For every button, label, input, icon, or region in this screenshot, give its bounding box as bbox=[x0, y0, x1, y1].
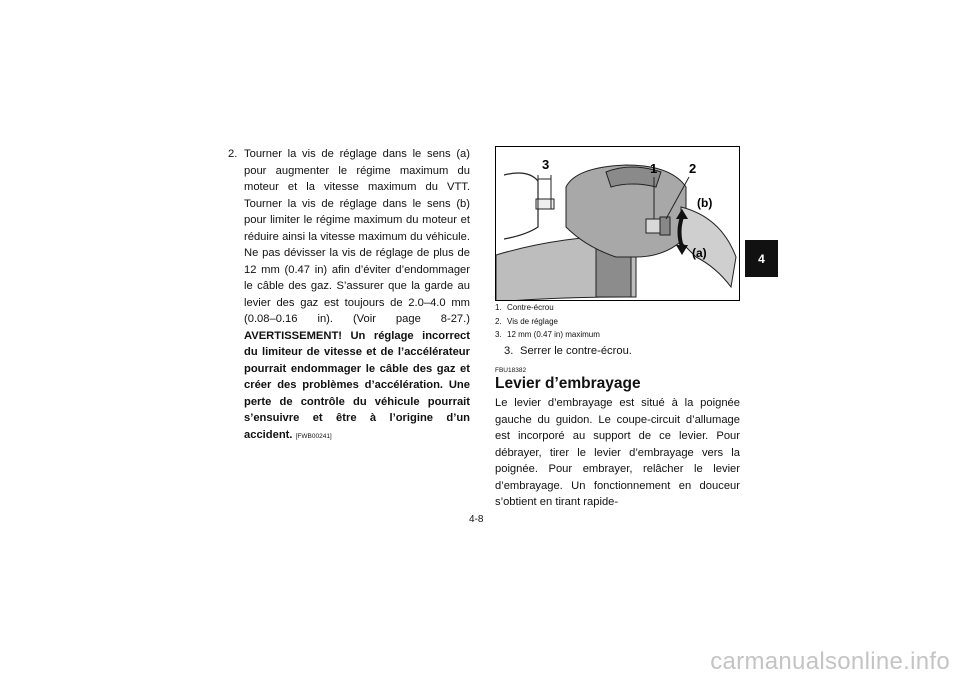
section-body: Le levier d’embrayage est situé à la poignée gauche du guidon. Le coupe-circuit d’allumage est incorporé au support de ce levier. Pour débrayer, tirer le levier d’embrayage vers la poignée. Pour embrayer, relâcher le levier d’embrayage. Un fonctionnement en douceur s’obtient en tirant rapide- bbox=[495, 397, 740, 508]
step-3-text: Serrer le contre-écrou. bbox=[520, 345, 632, 357]
direction-a-label: (a) bbox=[692, 246, 707, 260]
legend-item bbox=[495, 328, 740, 342]
figure-legend bbox=[495, 301, 740, 342]
legend-number: 2. bbox=[495, 316, 502, 326]
watermark: carmanualsonline.info bbox=[710, 648, 950, 675]
step-2-warning: AVERTISSEMENT! Un réglage incorrect du limiteur de vitesse et de l’accélérateur pourrait endommager le câble des gaz et créer des problèmes d’accélération. Une perte de contrôle du véhicule pourrait s’ensuivre et être à l’origine d’un accident. bbox=[244, 329, 470, 441]
section-title: Levier d’embrayage bbox=[495, 375, 641, 392]
legend-number: 3. bbox=[495, 330, 502, 339]
step-2-number: 2. bbox=[228, 148, 238, 160]
legend-label: Vis de réglage bbox=[507, 316, 558, 326]
page-number: 4-8 bbox=[469, 514, 484, 525]
callout-2: 2 bbox=[689, 161, 697, 176]
step-2-text: Tourner la vis de réglage dans le sens (a) pour augmenter le régime maximum du moteur et la vitesse maximum du VTT. Tourner la vis de réglage dans le sens (b) pour limiter le régime maximum du moteur et réduire ainsi la vitesse maximum du véhicule. Ne pas dévisser la vis de réglage de plus de 12 mm (0.47 in) afin d’éviter d’endommager le câble des gaz. S’assurer que la garde au levier des gaz est toujours de 2.0–4.0 mm (0.08–0.16 in). (Voir page 8-27.) bbox=[244, 148, 470, 325]
step-2-body bbox=[244, 146, 470, 445]
step-3 bbox=[504, 343, 632, 359]
legend-item bbox=[495, 301, 740, 315]
adjustment-figure bbox=[495, 146, 740, 301]
throttle-illustration bbox=[496, 147, 740, 301]
chapter-tab: 4 bbox=[745, 240, 778, 277]
step-2 bbox=[228, 146, 470, 445]
legend-item bbox=[495, 315, 740, 329]
callout-1: 1 bbox=[650, 161, 658, 176]
warning-ref-code: [FWB00241] bbox=[295, 432, 332, 440]
section-code: FBU18382 bbox=[495, 367, 527, 374]
direction-b-label: (b) bbox=[697, 196, 713, 210]
legend-label: 12 mm (0.47 in) maximum bbox=[507, 330, 600, 339]
callout-3: 3 bbox=[542, 157, 550, 172]
step-3-number: 3. bbox=[504, 345, 514, 357]
legend-label: Contre-écrou bbox=[507, 303, 554, 312]
legend-number: 1. bbox=[495, 303, 502, 312]
